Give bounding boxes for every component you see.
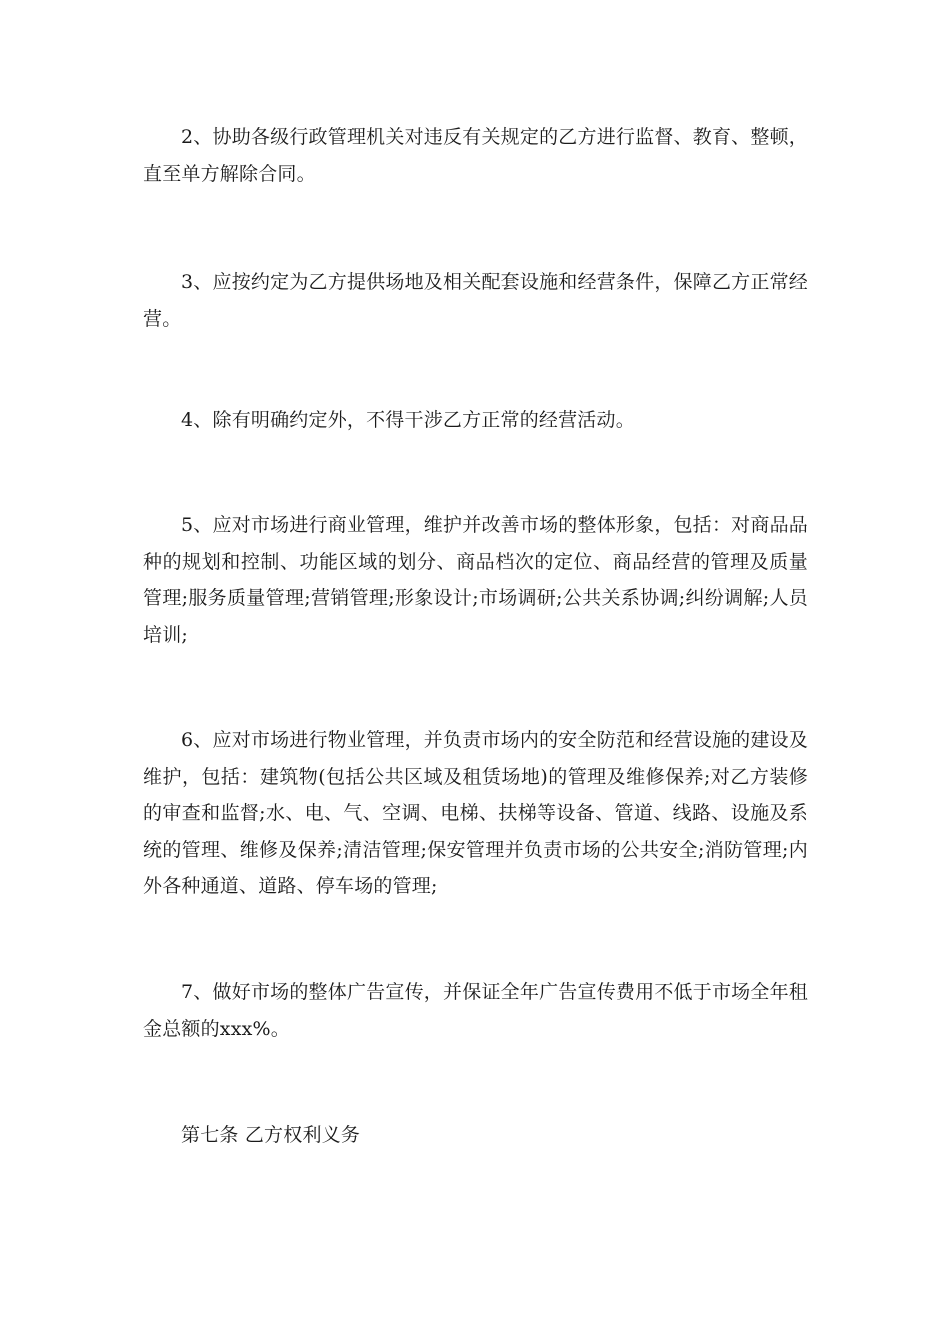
paragraph-item-3: 3、应按约定为乙方提供场地及相关配套设施和经营条件，保障乙方正常经营。 [143,271,808,330]
paragraph-item-6: 6、应对市场进行物业管理，并负责市场内的安全防范和经营设施的建设及维护，包括：建筑物(包括公共区域及租赁场地)的管理及维修保养;对乙方装修的审查和监督;水、电、气、空调、电梯、扶梯等设备、管道、线路、设施及系统的管理、维修及保养;清洁管理;保安管理并负责市场的公共安全;消防管理;内外各种通道、道路、停车场的管理; [143,729,808,897]
paragraph-item-2: 2、协助各级行政管理机关对违反有关规定的乙方进行监督、教育、整顿，直至单方解除合同。 [143,126,808,185]
paragraph-item-4: 4、除有明确约定外，不得干涉乙方正常的经营活动。 [181,409,635,431]
paragraph-item-7: 7、做好市场的整体广告宣传，并保证全年广告宣传费用不低于市场全年租金总额的xxx%。 [143,981,808,1040]
paragraph-item-5: 5、应对市场进行商业管理，维护并改善市场的整体形象，包括：对商品品种的规划和控制、功能区域的划分、商品档次的定位、商品经营的管理及质量管理;服务质量管理;营销管理;形象设计;市场调研;公共关系协调;纠纷调解;人员培训; [143,514,808,646]
section-heading-article-7: 第七条 乙方权利义务 [181,1124,361,1146]
